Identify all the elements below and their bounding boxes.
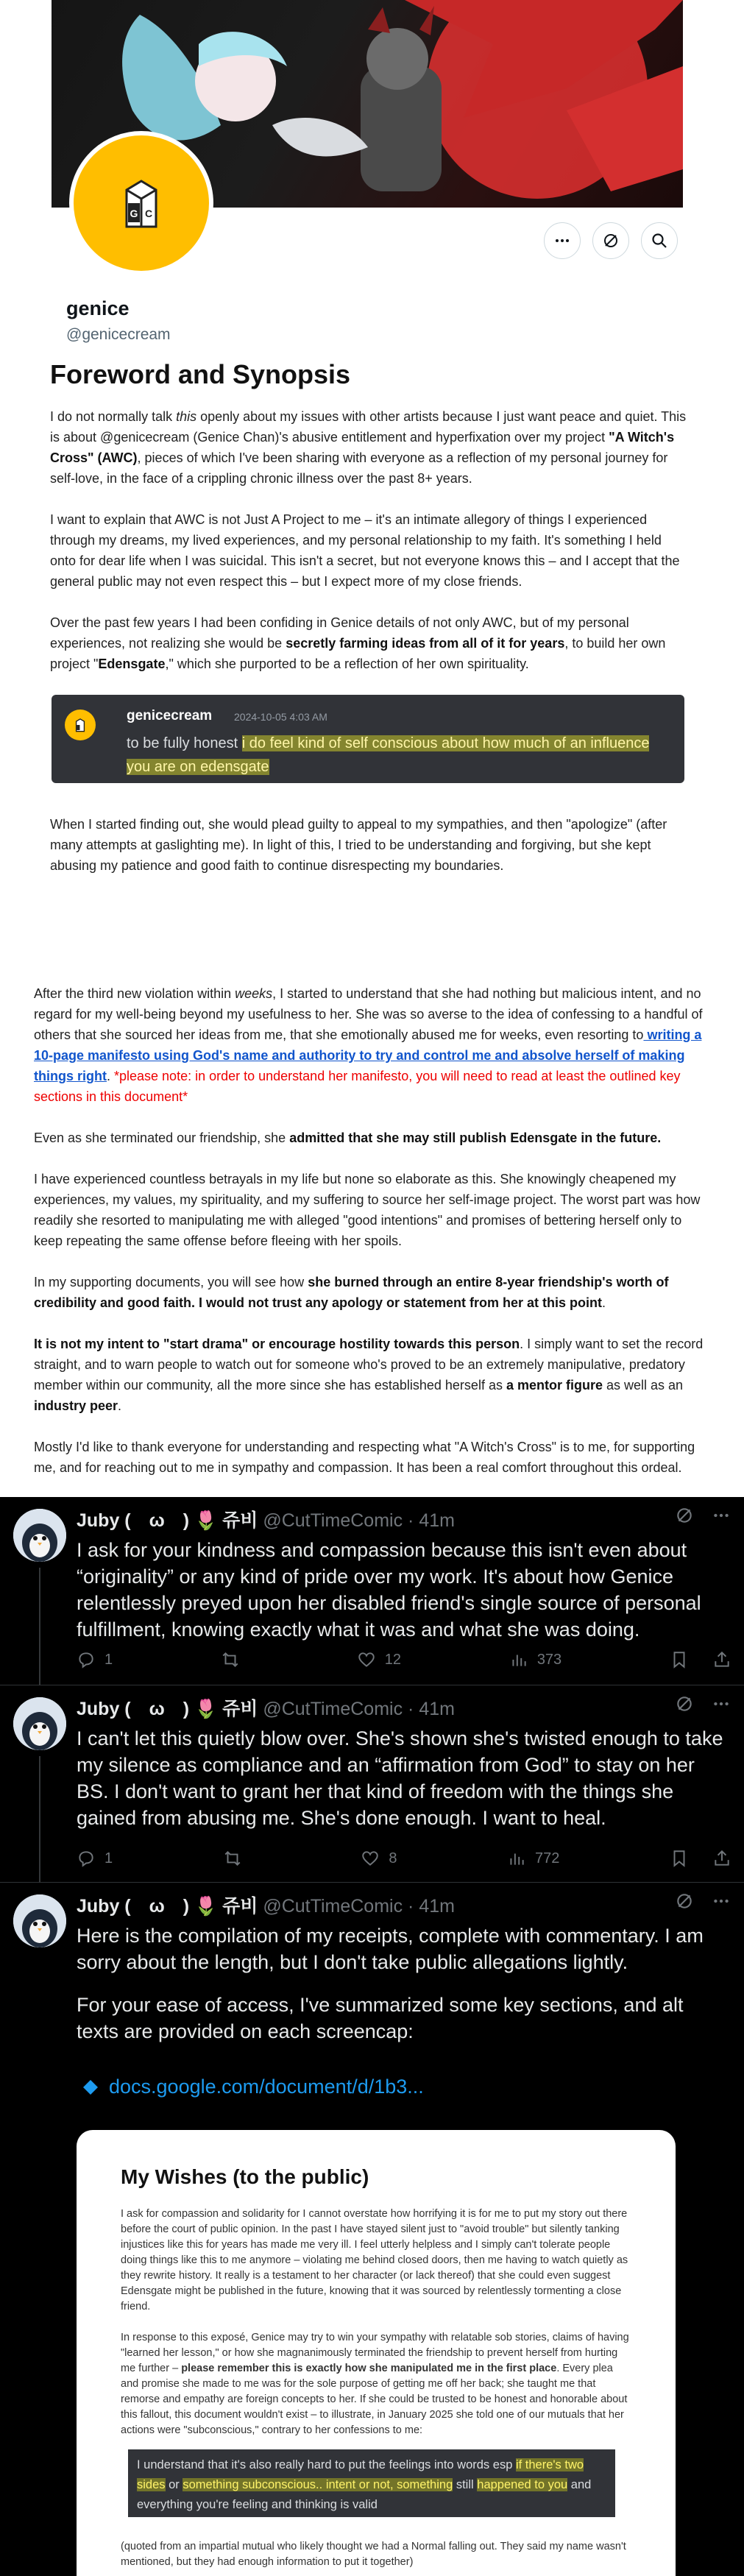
tweet-time[interactable]: 41m	[419, 1896, 455, 1917]
author-handle[interactable]: @CutTimeComic	[263, 1699, 403, 1719]
paragraph-supporting-docs: In my supporting documents, you will see how she burned through an entire 8-year friendship's worth of credibility and good faith. I would not trust any apology or statement from her at this point.	[34, 1275, 669, 1310]
reply-button[interactable]: 1	[77, 1849, 113, 1868]
analytics-icon	[509, 1650, 528, 1669]
paragraph-intent: It is not my intent to "start drama" or encourage hostility towards this person. I simply want to set the record straight, and to warn people to watch out for someone who's proved to be an extremely manipulative, predatory member within our community, all the more since she has established herself as a mentor figure as well as an industry peer.	[34, 1337, 704, 1413]
tweet-header: Juby ( ω ) 🌷 쥬비 @CutTimeComic · 41m	[77, 1699, 455, 1719]
thread-connector	[39, 1756, 40, 1883]
retweet-icon	[223, 1849, 242, 1868]
share-icon[interactable]	[712, 1650, 731, 1669]
diamond-icon	[82, 2079, 99, 2095]
document-body	[50, 359, 690, 896]
paragraph-apology: When I started finding out, she would plead guilty to appeal to my sympathies, and then "apologize" (after many attempts at gaslighting me). In light of this, I tried to be understanding and forgiving, but she kept abusing my patience and good faith to continue disrespecting my boundaries.	[50, 817, 667, 873]
document-body-continued	[34, 983, 709, 1498]
tweet[interactable]	[0, 1497, 744, 1685]
milk-carton-icon	[71, 715, 90, 735]
avatar[interactable]	[13, 1894, 66, 1947]
more-icon[interactable]	[712, 1892, 731, 1911]
chat-username: genicecream	[127, 708, 213, 723]
profile-handle: @genicecream	[66, 326, 171, 343]
chat-message: to be fully honest i do feel kind of self conscious about how much of an influence you are on edensgate	[127, 735, 650, 775]
more-icon[interactable]	[712, 1506, 731, 1525]
profile-display-name: genice	[66, 297, 130, 319]
thread-connector	[39, 1568, 40, 1685]
chat-timestamp: 2024-10-05 4:03 AM	[234, 711, 327, 723]
like-button[interactable]: 8	[361, 1849, 397, 1868]
svg-text:C: C	[144, 208, 153, 219]
avatar[interactable]	[13, 1697, 66, 1750]
refresh-icon	[602, 232, 620, 250]
chat-avatar	[65, 710, 96, 740]
search-button[interactable]	[641, 222, 678, 259]
tweet-actions	[77, 1650, 731, 1669]
author-name[interactable]: Juby ( ω ) 🌷 쥬비	[77, 1896, 258, 1917]
heart-icon	[357, 1650, 376, 1669]
tweet-text: I can't let this quietly blow over. She's shown she's twisted enough to take my silence as compliance and an “affirmation from God” to stay on her BS. I don't want to grant her that kind of freedom with the things she gained from abusing me. She's done enough. I want to heal.	[77, 1727, 723, 1829]
paragraph-awc-meaning: I want to explain that AWC is not Just A Project to me – it's an intimate allegory of things I experienced through my dreams, my lived experiences, and my personal relationship to my faith. It's something I held onto for dear life when I was suicidal. This isn't a secret, but not everyone knows this – and I accept that the general public may not even respect this – but I expect more of my close friends.	[50, 512, 680, 589]
views-button[interactable]: 772	[507, 1849, 559, 1868]
google-doc-link[interactable]: docs.google.com/document/d/1b3...	[82, 2076, 424, 2098]
tweet-text-continued: For your ease of access, I've summarized some key sections, and alt texts are provided on each screencap:	[77, 1994, 684, 2042]
grok-icon[interactable]	[675, 1892, 694, 1911]
more-icon[interactable]	[712, 1694, 731, 1713]
penguin-avatar-icon	[13, 1509, 66, 1562]
paragraph-betrayals: I have experienced countless betrayals in my life but none so elaborate as this. She knowingly cheapened my experiences, my values, my spirituality, and my suffering to source her self-image project. The worst part was how readily she resorted to manipulating me with alleged "good intentions" and promises of bettering herself only to keep repeating the same offense before fleeing with her spoils.	[34, 1172, 701, 1248]
analytics-icon	[507, 1849, 526, 1868]
author-handle[interactable]: @CutTimeComic	[263, 1896, 403, 1917]
penguin-avatar-icon	[13, 1697, 66, 1750]
svg-text:G: G	[130, 208, 138, 219]
views-button[interactable]: 373	[509, 1650, 561, 1669]
author-handle[interactable]: @CutTimeComic	[263, 1510, 403, 1531]
tweet-header: Juby ( ω ) 🌷 쥬비 @CutTimeComic · 41m	[77, 1896, 455, 1917]
share-icon[interactable]	[712, 1849, 731, 1868]
heart-icon	[361, 1849, 380, 1868]
grok-icon[interactable]	[675, 1506, 694, 1525]
card-paragraph: (quoted from an impartial mutual who likely thought we had a Normal falling out. They said my name wasn't mentioned, but they had enough information to put it together)	[121, 2541, 626, 2568]
search-icon	[651, 232, 668, 250]
grok-icon[interactable]	[675, 1694, 694, 1713]
more-button[interactable]	[544, 222, 581, 259]
milk-carton-icon	[106, 168, 177, 238]
card-paragraph: I ask for compassion and solidarity for I cannot overstate how horrifying it is for me to put my story out there before the court of public opinion. In the past I have stayed silent just to "avoid trouble" but silently tanking injustices like this for years has made me very ill. I feel utterly helpless and I simply can't tolerate people doing things like this to me anymore – violating me behind closed doors, then me having to watch quietly as they rewrite history. It really is a testament to her character (or lack thereof) that she could even suggest Edensgate might be published in the future, knowing that it was sourced by relentlessly tormenting a close friend.	[121, 2208, 628, 2313]
avatar[interactable]	[13, 1509, 66, 1562]
quoted-message: I understand that it's also really hard to put the feelings into words esp if there's two sides or something subconscious.. intent or not, something still happened to you and everything you're feeling and thinking is valid	[128, 2449, 615, 2517]
profile-avatar[interactable]	[69, 131, 213, 275]
more-icon	[553, 232, 571, 250]
tweet-tools	[675, 1694, 731, 1713]
reply-icon	[77, 1650, 96, 1669]
retweet-icon	[221, 1650, 240, 1669]
author-name[interactable]: Juby ( ω ) 🌷 쥬비	[77, 1510, 258, 1531]
retweet-button[interactable]	[221, 1650, 249, 1669]
grok-button[interactable]	[592, 222, 629, 259]
card-paragraph: In response to this exposé, Genice may try to win your sympathy with relatable sob stories, claims of having "learned her lesson," or how she magnanimously terminated the friendship to prevent herself from hurting me further – please remember this is exactly how she manipulated me in the first place. Every plea and promise she made to me was for the sole purpose of getting me off her back; she taught me that remorse and empathy are foreign concepts to her. If she could be trusted to be honest and honorable about this fallout, this document wouldn't exist – to illustrate, in January 2025 she told one of our mutuals that her actions were "subconscious," contrary to her confessions to me:	[121, 2332, 629, 2436]
document-screenshot-card[interactable]	[77, 2130, 676, 2576]
paragraph-confiding: Over the past few years I had been confiding in Genice details of not only AWC, but of my personal experiences, not realizing she would be secretly farming ideas from all of it for years, to build her own project "Edensgate," which she purported to be a reflection of her own spirituality.	[50, 615, 666, 671]
tweet-header: Juby ( ω ) 🌷 쥬비 @CutTimeComic · 41m	[77, 1510, 455, 1531]
bookmark-icon[interactable]	[670, 1650, 689, 1669]
tweet-text: Here is the compilation of my receipts, complete with commentary. I am sorry about the length, but I don't take public allegations lightly.	[77, 1925, 704, 1973]
tweet-time[interactable]: 41m	[419, 1699, 455, 1719]
tweet-actions	[77, 1849, 731, 1868]
like-button[interactable]: 12	[357, 1650, 401, 1669]
paragraph-thanks: Mostly I'd like to thank everyone for understanding and respecting what "A Witch's Cross" is to me, for supporting me, and for reaching out to me in sympathy and compassion. It has been a real comfort throughout this ordeal.	[34, 1440, 695, 1475]
manifesto-link[interactable]: writing a 10-page manifesto using God's name and authority to try and control me and absolve herself of making things right	[34, 1027, 702, 1083]
penguin-avatar-icon	[13, 1894, 66, 1947]
reply-icon	[77, 1849, 96, 1868]
profile-actions	[544, 222, 678, 259]
paragraph-termination: Even as she terminated our friendship, she admitted that she may still publish Edensgate in the future.	[34, 1130, 662, 1145]
reply-button[interactable]: 1	[77, 1650, 113, 1669]
author-name[interactable]: Juby ( ω ) 🌷 쥬비	[77, 1699, 258, 1719]
document-title: Foreword and Synopsis	[50, 359, 351, 389]
chat-screenshot	[52, 695, 684, 783]
tweet-tools	[675, 1892, 731, 1911]
tweet-time[interactable]: 41m	[419, 1510, 455, 1531]
tweet[interactable]	[0, 1685, 744, 1883]
card-title: My Wishes (to the public)	[121, 2165, 369, 2188]
tweet-tools	[675, 1506, 731, 1525]
retweet-button[interactable]	[223, 1849, 251, 1868]
paragraph-violation: After the third new violation within weeks, I started to understand that she had nothing but malicious intent, and no regard for my well-being beyond my usefulness to her. She was so averse to the idea of confessing to a handful of others that she sourced her ideas from me, that she emotionally abused me for weeks, even resorting to writing a 10-page manifesto using God's name and authority to try and control me and absolve herself of making things right. *please note: in order to understand her manifesto, you will need to read at least the outlined key sections in this document*	[34, 986, 703, 1104]
bookmark-icon[interactable]	[670, 1849, 689, 1868]
paragraph-intro: I do not normally talk this openly about my issues with other artists because I just want peace and quiet. This is about @genicecream (Genice Chan)'s abusive entitlement and hyperfixation over my project "A Witch's Cross" (AWC), pieces of which I've been sharing with everyone as a reflection of my personal journey for self-love, in the face of a crippling chronic illness over the past 8+ years.	[50, 409, 687, 486]
tweet-text: I ask for your kindness and compassion because this isn't even about “originality” or any kind of pride over my work. It's about how Genice relentlessly preyed upon her disabled friend's single source of personal fulfillment, knowing exactly what it was and what she was doing.	[77, 1539, 701, 1641]
